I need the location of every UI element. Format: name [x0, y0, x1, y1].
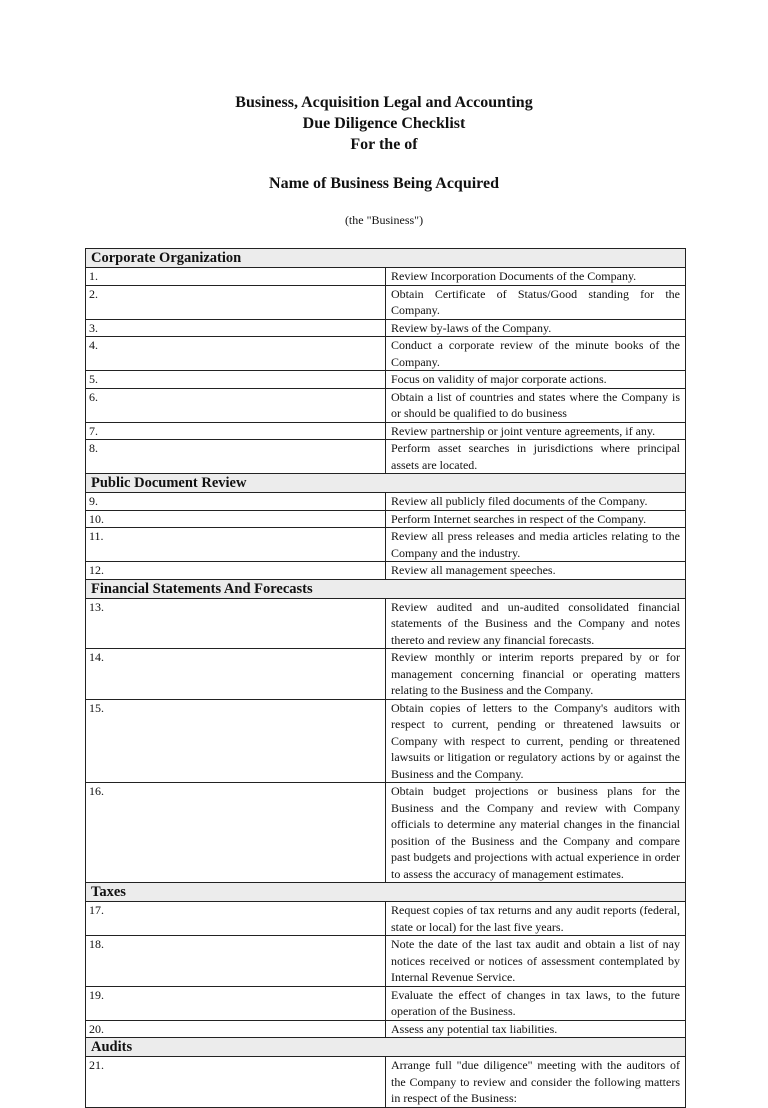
- item-number: 21.: [86, 1057, 386, 1108]
- checklist-row: [86, 285, 686, 319]
- item-number: 10.: [86, 510, 386, 528]
- item-text: Note the date of the last tax audit and obtain a list of nay notices received or notices of assessment contemplated by Internal Revenue Service.: [386, 936, 686, 987]
- checklist-row: [86, 902, 686, 936]
- item-number: 19.: [86, 986, 386, 1020]
- item-number: 15.: [86, 699, 386, 783]
- section-heading: Financial Statements And Forecasts: [86, 579, 686, 598]
- item-number: 12.: [86, 562, 386, 580]
- checklist-table: [85, 248, 686, 1108]
- section-header-row: [86, 883, 686, 902]
- item-number: 8.: [86, 440, 386, 474]
- item-number: 20.: [86, 1020, 386, 1038]
- item-text: Review all press releases and media articles relating to the Company and the industry.: [386, 528, 686, 562]
- document-title: [0, 92, 768, 194]
- item-text: Focus on validity of major corporate actions.: [386, 371, 686, 389]
- item-text: Review Incorporation Documents of the Company.: [386, 268, 686, 286]
- item-text: Obtain a list of countries and states where the Company is or should be qualified to do business: [386, 388, 686, 422]
- checklist-row: [86, 699, 686, 783]
- item-text: Review audited and un-audited consolidated financial statements of the Business and the Company and notes thereto and review any financial forecasts.: [386, 598, 686, 649]
- title-line: Business, Acquisition Legal and Accounting: [235, 94, 533, 111]
- section-heading: Audits: [86, 1038, 686, 1057]
- item-text: Review by-laws of the Company.: [386, 319, 686, 337]
- item-number: 11.: [86, 528, 386, 562]
- section-heading: Public Document Review: [86, 474, 686, 493]
- checklist-row: [86, 783, 686, 883]
- item-text: Request copies of tax returns and any audit reports (federal, state or local) for the last five years.: [386, 902, 686, 936]
- checklist-row: [86, 422, 686, 440]
- item-text: Obtain budget projections or business plans for the Business and the Company and review with Company officials to determine any material changes in the financial position of the Business and the Company and compare past budgets and projections with actual experience in order to assess the accuracy of management estimates.: [386, 783, 686, 883]
- item-number: 2.: [86, 285, 386, 319]
- checklist-row: [86, 1020, 686, 1038]
- item-number: 7.: [86, 422, 386, 440]
- item-number: 1.: [86, 268, 386, 286]
- item-number: 17.: [86, 902, 386, 936]
- section-header-row: [86, 474, 686, 493]
- item-text: Obtain Certificate of Status/Good standing for the Company.: [386, 285, 686, 319]
- item-number: 3.: [86, 319, 386, 337]
- checklist-row: [86, 986, 686, 1020]
- section-header-row: [86, 1038, 686, 1057]
- item-number: 6.: [86, 388, 386, 422]
- checklist-row: [86, 528, 686, 562]
- item-number: 16.: [86, 783, 386, 883]
- checklist-row: [86, 319, 686, 337]
- checklist-row: [86, 649, 686, 700]
- item-text: Conduct a corporate review of the minute books of the Company.: [386, 337, 686, 371]
- item-number: 18.: [86, 936, 386, 987]
- document-subtitle: (the "Business"): [344, 213, 424, 227]
- checklist-row: [86, 562, 686, 580]
- section-heading: Taxes: [86, 883, 686, 902]
- checklist-row: [86, 440, 686, 474]
- checklist-row: [86, 371, 686, 389]
- item-number: 14.: [86, 649, 386, 700]
- item-text: Assess any potential tax liabilities.: [386, 1020, 686, 1038]
- checklist-row: [86, 936, 686, 987]
- title-line: Due Diligence Checklist: [302, 115, 466, 132]
- item-text: Review all management speeches.: [386, 562, 686, 580]
- item-number: 5.: [86, 371, 386, 389]
- section-header-row: [86, 249, 686, 268]
- item-text: Perform Internet searches in respect of the Company.: [386, 510, 686, 528]
- business-name: Name of Business Being Acquired: [269, 175, 499, 192]
- item-text: Obtain copies of letters to the Company's auditors with respect to current, pending or threatened lawsuits or Company with respect to current, pending or threatened lawsuits or litigation or regulatory actions by or against the Business and the Company.: [386, 699, 686, 783]
- item-number: 9.: [86, 493, 386, 511]
- checklist-row: [86, 337, 686, 371]
- title-line: For the of: [350, 136, 418, 153]
- item-text: Arrange full "due diligence" meeting with the auditors of the Company to review and consider the following matters in respect of the Business:: [386, 1057, 686, 1108]
- item-text: Review monthly or interim reports prepared by or for management concerning financial or operating matters relating to the Business and the Company.: [386, 649, 686, 700]
- checklist-row: [86, 388, 686, 422]
- item-text: Review all publicly filed documents of the Company.: [386, 493, 686, 511]
- checklist-row: [86, 268, 686, 286]
- item-text: Evaluate the effect of changes in tax laws, to the future operation of the Business.: [386, 986, 686, 1020]
- section-heading: Corporate Organization: [86, 249, 686, 268]
- checklist-row: [86, 598, 686, 649]
- checklist-row: [86, 1057, 686, 1108]
- item-number: 4.: [86, 337, 386, 371]
- section-header-row: [86, 579, 686, 598]
- checklist-row: [86, 493, 686, 511]
- item-text: Review partnership or joint venture agreements, if any.: [386, 422, 686, 440]
- item-text: Perform asset searches in jurisdictions where principal assets are located.: [386, 440, 686, 474]
- item-number: 13.: [86, 598, 386, 649]
- checklist-row: [86, 510, 686, 528]
